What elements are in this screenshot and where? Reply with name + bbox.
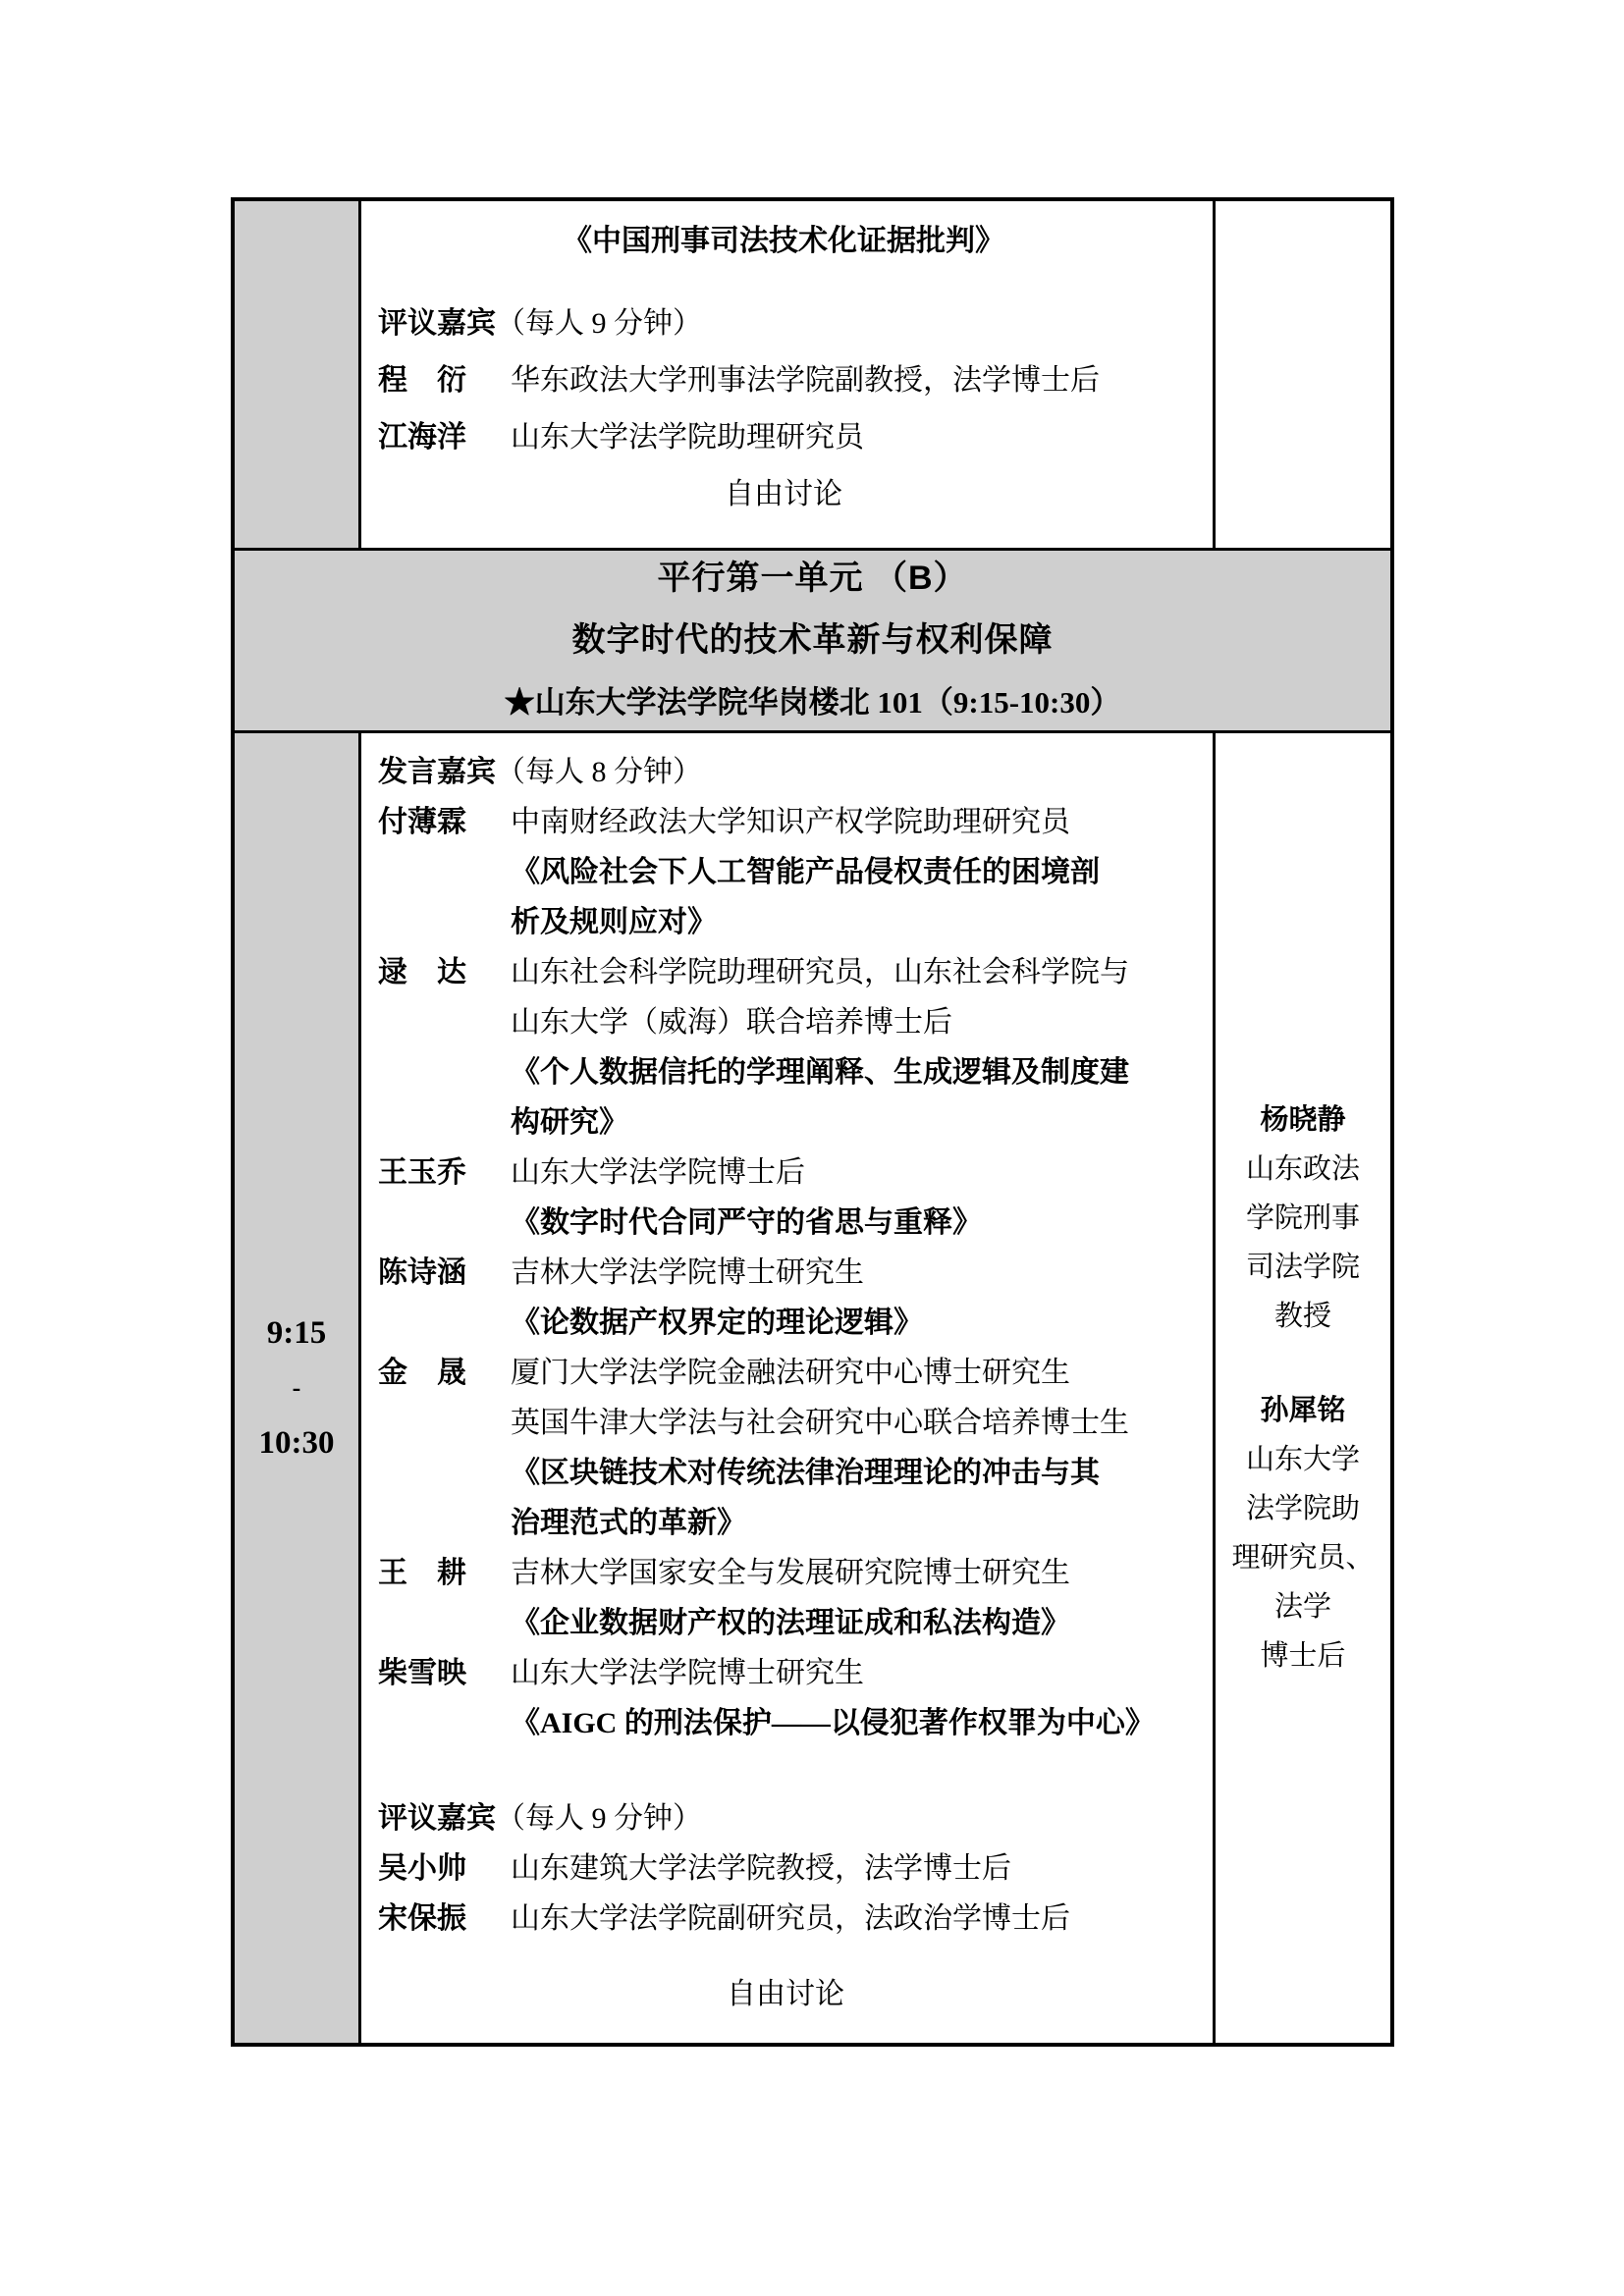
person-name: 江海洋 — [378, 421, 466, 454]
speaker-body — [511, 947, 1193, 1148]
time-end: 10:30 — [258, 1425, 335, 1461]
person-desc — [511, 409, 1189, 466]
moderators-list — [1231, 1095, 1374, 1681]
moderator-desc-line: 山东政法 — [1245, 1153, 1360, 1185]
speaker-affiliation-line: 英国牛津大学法与社会研究中心联合培养博士生 — [511, 1407, 1129, 1439]
speaker-body — [511, 1248, 1193, 1348]
person-desc-line: 山东建筑大学法学院教授，法学博士后 — [511, 1852, 1011, 1885]
person-desc — [511, 1843, 1193, 1894]
moderator-desc-line: 法学院助 — [1245, 1493, 1360, 1524]
session-cell — [361, 733, 1216, 2043]
speaker-affiliation-line: 吉林大学法学院博士研究生 — [511, 1256, 864, 1289]
free-discussion: 自由讨论 — [727, 1978, 844, 2010]
paper-title-line: 《风险社会下人工智能产品侵权责任的困境剖 — [511, 856, 1100, 888]
person-name: 程 衍 — [378, 364, 466, 397]
speaker-name: 付薄霖 — [378, 806, 466, 838]
speaker-row — [378, 1148, 1193, 1248]
paper-title-line: 构研究》 — [511, 1106, 628, 1139]
speaker-body — [511, 1648, 1193, 1748]
speaker-row — [378, 1648, 1193, 1748]
person-row — [378, 409, 1189, 466]
moderator-desc-line: 教授 — [1273, 1301, 1331, 1332]
paper-title-line: 《企业数据财产权的法理证成和私法构造》 — [511, 1607, 1070, 1639]
unit-title-line2: 数字时代的技术革新与权利保障 — [571, 621, 1054, 659]
prev-commentators-list — [378, 352, 1189, 466]
unit-title-line1: 平行第一单元 （B） — [657, 560, 968, 597]
time-start: 9:15 — [266, 1315, 327, 1351]
prev-moderator-cell — [1216, 201, 1390, 551]
speaker-name: 王玉乔 — [378, 1156, 466, 1189]
paper-title-line: 析及规则应对》 — [511, 906, 717, 938]
person-row — [378, 352, 1189, 409]
moderator-name: 孙犀铭 — [1260, 1395, 1346, 1426]
speaker-row — [378, 1248, 1193, 1348]
moderator-desc-line: 山东大学 — [1245, 1444, 1360, 1475]
person-desc-line: 华东政法大学刑事法学院副教授，法学博士后 — [511, 364, 1100, 397]
person-desc-line: 山东大学法学院助理研究员 — [511, 421, 864, 454]
commentators-heading — [378, 1793, 1193, 1843]
prev-paper-title: 《中国刑事司法技术化证据批判》 — [563, 225, 1004, 257]
unit-header — [235, 551, 1390, 733]
person-name: 吴小帅 — [378, 1852, 466, 1885]
speaker-name: 金 晟 — [378, 1357, 466, 1389]
moderator-block — [1231, 1095, 1374, 1341]
heading-label: 发言嘉宾 — [378, 756, 496, 788]
moderator-desc-line: 博士后 — [1260, 1640, 1346, 1672]
spacer — [378, 270, 1189, 295]
speaker-affiliation-line: 山东社会科学院助理研究员，山东社会科学院与 — [511, 956, 1129, 988]
speaker-row — [378, 1348, 1193, 1548]
moderator-desc-line: 司法学院 — [1245, 1252, 1360, 1283]
person-row — [378, 1843, 1193, 1894]
speaker-affiliation-line: 山东大学法学院博士后 — [511, 1156, 805, 1189]
paper-title-line: 治理范式的革新》 — [511, 1507, 746, 1539]
speaker-body — [511, 1548, 1193, 1648]
speaker-affiliation-line: 厦门大学法学院金融法研究中心博士研究生 — [511, 1357, 1070, 1389]
speaker-affiliation-line: 山东大学法学院博士研究生 — [511, 1657, 864, 1689]
heading-label: 评议嘉宾 — [378, 1802, 496, 1835]
time-cell — [235, 733, 361, 2043]
speaker-body — [511, 797, 1193, 947]
prev-session-cell — [361, 201, 1216, 551]
speaker-row — [378, 797, 1193, 947]
speaker-row — [378, 1548, 1193, 1648]
paper-title-line: 《区块链技术对传统法律治理理论的冲击与其 — [511, 1457, 1100, 1489]
speaker-affiliation-line: 中南财经政法大学知识产权学院助理研究员 — [511, 806, 1070, 838]
person-name: 宋保振 — [378, 1902, 466, 1935]
paper-title-line: 《论数据产权界定的理论逻辑》 — [511, 1307, 923, 1339]
heading-label: 评议嘉宾 — [378, 307, 496, 340]
person-row — [378, 1894, 1193, 1944]
heading-note: （每人 9 分钟） — [496, 307, 702, 340]
speakers-heading — [378, 747, 1193, 797]
speakers-list — [378, 797, 1193, 1748]
moderator-cell — [1216, 733, 1390, 2043]
person-desc — [511, 352, 1189, 409]
spacer — [378, 1748, 1193, 1793]
commentators-list — [378, 1843, 1193, 1944]
speaker-name: 陈诗涵 — [378, 1256, 466, 1289]
prev-time-cell — [235, 201, 361, 551]
paper-title-line: 《数字时代合同严守的省思与重释》 — [511, 1206, 982, 1239]
speaker-affiliation-line: 山东大学（威海）联合培养博士后 — [511, 1006, 952, 1039]
schedule-table — [231, 197, 1394, 2047]
heading-note: （每人 8 分钟） — [496, 756, 702, 788]
speaker-name: 柴雪映 — [378, 1657, 466, 1689]
moderator-desc-line: 学院刑事 — [1245, 1202, 1360, 1234]
prev-commentators-heading — [378, 295, 1189, 352]
moderator-name: 杨晓静 — [1260, 1104, 1346, 1136]
moderator-desc-line: 理研究员、 — [1231, 1542, 1375, 1574]
time-separator: - — [292, 1373, 301, 1402]
speaker-body — [511, 1148, 1193, 1248]
person-desc-line: 山东大学法学院副研究员，法政治学博士后 — [511, 1902, 1070, 1935]
paper-title-line: 《AIGC 的刑法保护——以侵犯著作权罪为中心》 — [511, 1707, 1155, 1739]
moderator-desc-line: 法学 — [1273, 1591, 1331, 1623]
heading-note: （每人 9 分钟） — [496, 1802, 702, 1835]
speaker-body — [511, 1348, 1193, 1548]
speaker-name: 王 耕 — [378, 1557, 466, 1589]
speaker-affiliation-line: 吉林大学国家安全与发展研究院博士研究生 — [511, 1557, 1070, 1589]
paper-title-line: 《个人数据信托的学理阐释、生成逻辑及制度建 — [511, 1056, 1129, 1089]
person-desc — [511, 1894, 1193, 1944]
unit-location-line: ★山东大学法学院华岗楼北 101（9:15-10:30） — [504, 685, 1121, 720]
speaker-row — [378, 947, 1193, 1148]
speaker-name: 逯 达 — [378, 956, 466, 988]
prev-free-discussion: 自由讨论 — [725, 478, 842, 510]
moderator-block — [1231, 1386, 1374, 1681]
